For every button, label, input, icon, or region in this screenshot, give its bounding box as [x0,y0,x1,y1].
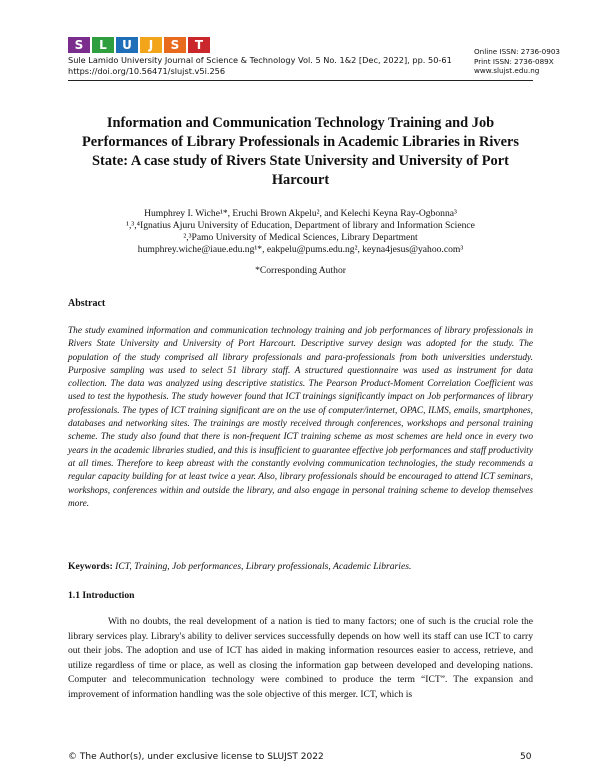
logo-letter-u: U [116,37,138,53]
journal-website[interactable]: www.slujst.edu.ng [474,66,540,75]
corresponding-author-note: *Corresponding Author [255,265,346,276]
abstract-text: The study examined information and communication technology training and job performances of library professionals in Rivers State University and University of Port Harcourt. Descriptive survey design was adopted for the study. The population of the study comprised all library professionals and para-professionals from both universities understudy. Purposive sampling was used to select 51 library staff. A structured questionnaire was used as instrument for data collection. The data was analyzed using descriptive statistics. The Pearson Product-Moment Correlation Coefficient was used to test the hypothesis. The study however found that ICT trainings significantly impact on Job performances of library professionals. The types of ICT training significant are on the use of computer/internet, OPAC, ILMS, emails, smartphones, databases and networking sites. The trainings are mostly received through conferences, workshops and personal training scheme. The study also found that there is non-frequent ICT training scheme as most schemes are held once in every two years in the academic libraries studied, and this is insufficient to guarantee effective job performances and staff productivity at all times. Therefore to keep abreast with the constantly evolving communication technologies, the study recommends a regular capacity building for at least twice a year. Also, library professionals should be encouraged to attend ICT seminars, workshops, conferences within and outside the library, and also engage in personal training scheme to develop themselves more. [68,326,533,509]
logo-letter-t: T [188,37,210,53]
logo-letter-j: J [140,37,162,53]
abstract-heading: Abstract [68,298,106,309]
keywords-label: Keywords: [68,561,113,572]
header-divider [68,80,533,81]
keywords-text: ICT, Training, Job performances, Library professionals, Academic Libraries. [115,561,412,572]
journal-header [68,55,478,77]
introduction-heading: 1.1 Introduction [68,590,135,601]
logo-letter-l: L [92,37,114,53]
introduction-text: With no doubts, the real development of a nation is tied to many factors; one of such is the crucial role the library services play. Library's ability to deliver services successfully depends on how well its staff can use ICT to carry out their jobs. The adoption and use of ICT has aided in making information resources easier to access, retrieve, and utilize regardless of time or place, as well as closing the information gap between developed and developing nations. Computer and telecommunication technology were combined to produce the term “ICT”. The expansion and improvement of information handling was the sole objective of this merger. ICT, which is [68,616,533,700]
page-number: 50 [520,752,532,762]
logo-letter-s2: S [164,37,186,53]
author-emails: humphrey.wiche@iaue.edu.ng¹*, eakpelu@pums.edu.ng², keyna4jesus@yahoo.com³ [137,244,464,255]
license-footer: © The Author(s), under exclusive license to SLUJST 2022 [68,752,324,762]
journal-citation: Sule Lamido University Journal of Science & Technology Vol. 5 No. 1&2 [Dec, 2022], pp. 50-61 [68,55,452,65]
logo-letter-s: S [68,37,90,53]
author-block [68,208,533,256]
print-issn: Print ISSN: 2736-089X [474,56,554,66]
paper-title: Information and Communication Technology Training and Job Performances of Library Professionals in Academic Libraries in Rivers State: A case study of Rivers State University and University of Port Harcourt [82,115,519,188]
affiliation-2: ²,³Pamo University of Medical Sciences, Library Department [183,232,418,243]
online-issn: Online ISSN: 2736-0903 [474,47,560,56]
keywords-line [68,561,533,572]
affiliation-1: ¹,³,⁴Ignatius Ajuru University of Education, Department of library and Information Science [126,220,475,231]
journal-logo [68,37,210,53]
author-names: Humphrey I. Wiche¹*, Eruchi Brown Akpelu², and Kelechi Keyna Ray-Ogbonna³ [144,208,457,219]
issn-block [474,47,584,76]
doi-link[interactable]: https://doi.org/10.56471/slujst.v5i.256 [68,66,226,76]
